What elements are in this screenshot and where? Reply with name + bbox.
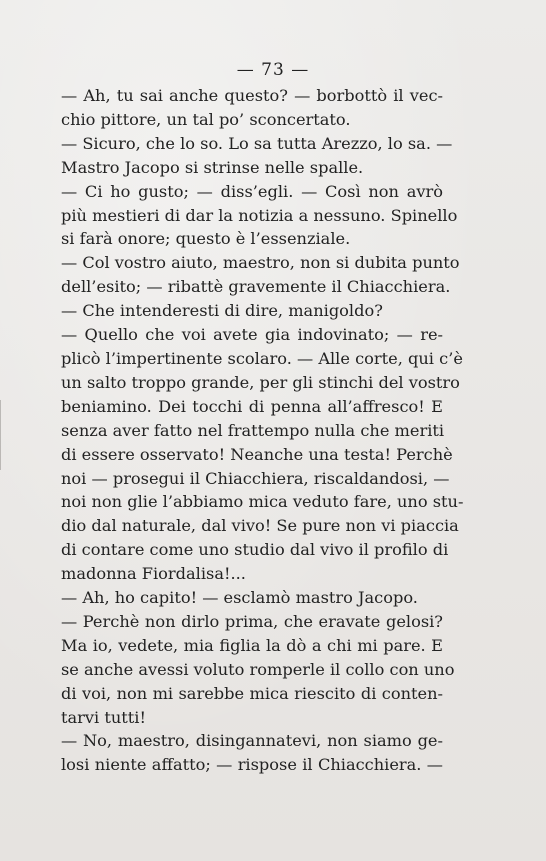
text-line: di essere osservato! Neanche una testa! Perchè <box>61 444 453 464</box>
text-line: più mestieri di dar la notizia a nessuno. Spinello <box>61 205 458 225</box>
text-line: losi niente affatto; — rispose il Chiacchiera. — <box>61 755 443 775</box>
text-line: beniamino. Dei tocchi di penna all’affresco! E <box>61 396 443 416</box>
text-line: — Perchè non dirlo prima, che eravate gelosi? <box>61 611 443 631</box>
text-line: Ma io, vedete, mia figlia la dò a chi mi pare. E <box>61 635 443 655</box>
body-text <box>61 84 464 777</box>
text-line: si farà onore; questo è l’essenziale. <box>61 229 351 249</box>
text-line: un salto troppo grande, per gli stinchi del vostro <box>61 372 460 392</box>
text-line: madonna Fiordalisa!... <box>61 564 246 584</box>
page-number: — 73 — <box>236 60 310 80</box>
text-line: Mastro Jacopo si strinse nelle spalle. <box>61 157 364 177</box>
text-line: — Ah, ho capito! — esclamò mastro Jacopo. <box>61 588 418 608</box>
text-line: di contare come uno studio dal vivo il profilo di <box>61 540 449 560</box>
text-line: se anche avessi voluto romperle il collo con uno <box>61 659 455 679</box>
text-line: — Ah, tu sai anche questo? — borbottò il vec- <box>61 86 443 105</box>
text-line: chio pittore, un tal po’ sconcertato. <box>61 109 351 129</box>
text-line: — Col vostro aiuto, maestro, non si dubita punto <box>61 253 460 273</box>
text-line: — Sicuro, che lo so. Lo sa tutta Arezzo, lo sa. — <box>61 133 453 153</box>
page-edge-mark <box>0 400 11 470</box>
text-line: — No, maestro, disingannatevi, non siamo ge- <box>61 731 443 751</box>
text-line: — Che intenderesti di dire, manigoldo? <box>61 301 383 321</box>
text-line: noi — prosegui il Chiacchiera, riscaldandosi, — <box>61 468 450 488</box>
text-line: dell’esito; — ribattè gravemente il Chiacchiera. <box>61 277 451 297</box>
text-line: — Quello che voi avete gia indovinato; — re- <box>61 325 443 345</box>
text-line: — Ci ho gusto; — diss’egli. — Così non avrò <box>61 181 443 201</box>
text-line: plicò l’impertinente scolaro. — Alle corte, qui c’è <box>61 348 463 368</box>
text-line: di voi, non mi sarebbe mica riescito di conten- <box>61 683 443 703</box>
text-line: tarvi tutti! <box>61 707 146 727</box>
text-line: senza aver fatto nel frattempo nulla che meriti <box>61 420 445 440</box>
text-line: noi non glie l’abbiamo mica veduto fare, uno stu- <box>61 492 464 512</box>
text-line: dio dal naturale, dal vivo! Se pure non vi piaccia <box>61 516 459 536</box>
